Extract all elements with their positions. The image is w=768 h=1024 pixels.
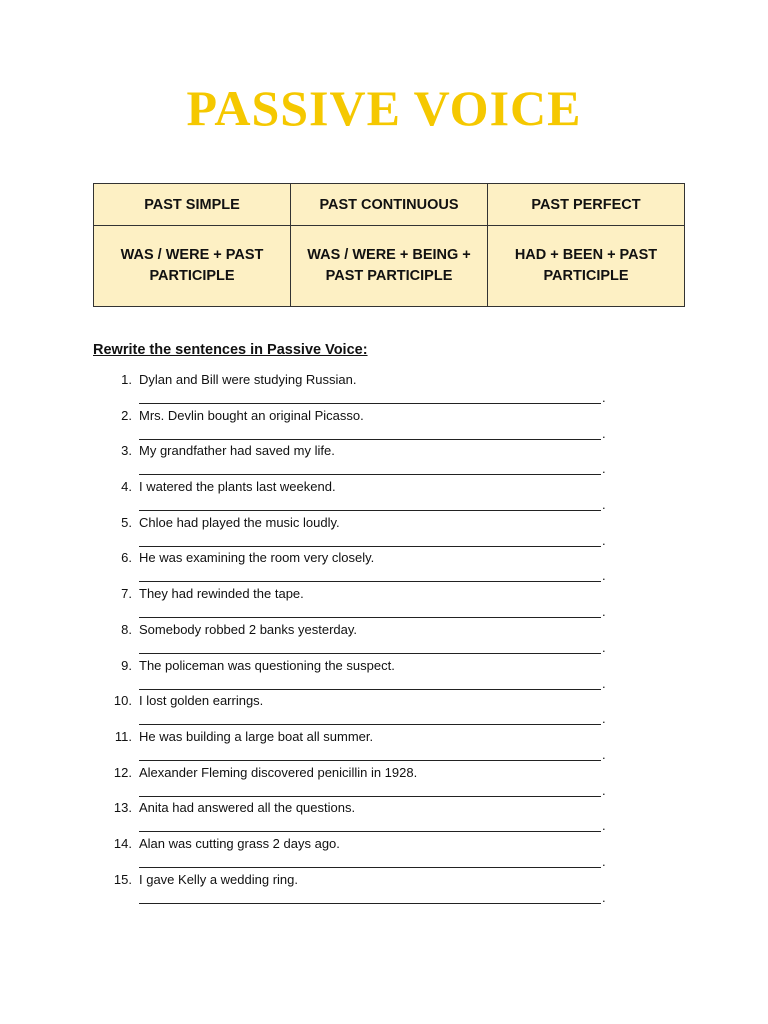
table-header-row <box>94 184 685 226</box>
exercise-sentence: Somebody robbed 2 banks yesterday. <box>139 621 358 637</box>
exercise-item <box>0 406 768 442</box>
answer-line[interactable] <box>139 724 601 725</box>
exercise-sentence: Anita had answered all the questions. <box>139 800 356 816</box>
answer-line-end: . <box>602 889 606 905</box>
rule-past-simple <box>94 226 291 307</box>
page-title: PASSIVE VOICE <box>186 80 582 136</box>
answer-line[interactable] <box>139 653 601 654</box>
answer-line[interactable] <box>139 903 601 904</box>
exercise-item <box>0 370 768 406</box>
exercise-item <box>0 513 768 549</box>
exercise-number: 7. <box>121 586 132 602</box>
answer-line[interactable] <box>139 617 601 618</box>
exercise-item <box>0 834 768 870</box>
rule-line: PARTICIPLE <box>543 268 629 284</box>
header-past-continuous: PAST CONTINUOUS <box>291 184 488 226</box>
exercise-number: 5. <box>121 514 132 530</box>
exercise-item <box>0 477 768 513</box>
answer-line-end: . <box>602 818 606 834</box>
exercise-sentence: They had rewinded the tape. <box>139 586 304 602</box>
answer-line-end: . <box>602 675 606 691</box>
exercise-sentence: Mrs. Devlin bought an original Picasso. <box>139 407 364 423</box>
exercise-sentence: I watered the plants last weekend. <box>139 479 336 495</box>
rule-past-perfect <box>488 226 685 307</box>
exercise-number: 3. <box>121 443 132 459</box>
rule-past-continuous <box>291 226 488 307</box>
answer-line-end: . <box>602 425 606 441</box>
exercise-number: 6. <box>121 550 132 566</box>
exercise-item <box>0 763 768 799</box>
answer-line[interactable] <box>139 760 601 761</box>
rule-line: WAS / WERE + PAST <box>120 247 264 263</box>
exercise-number: 11. <box>114 728 132 744</box>
answer-line-end: . <box>602 711 606 727</box>
header-past-simple: PAST SIMPLE <box>94 184 291 226</box>
exercise-number: 12. <box>113 764 132 780</box>
exercise-item <box>0 620 768 656</box>
answer-line[interactable] <box>139 831 601 832</box>
exercise-sentence: I gave Kelly a wedding ring. <box>139 871 298 887</box>
exercise-number: 8. <box>121 621 132 637</box>
answer-line[interactable] <box>139 581 601 582</box>
exercise-item <box>0 798 768 834</box>
exercise-number: 10. <box>113 693 132 709</box>
exercise-sentence: Alan was cutting grass 2 days ago. <box>139 835 340 851</box>
answer-line-end: . <box>602 746 606 762</box>
exercise-number: 14. <box>113 835 132 851</box>
answer-line-end: . <box>602 532 606 548</box>
exercise-item <box>0 691 768 727</box>
exercise-sentence: Chloe had played the music loudly. <box>139 514 340 530</box>
answer-line[interactable] <box>139 474 601 475</box>
exercise-number: 13. <box>113 800 132 816</box>
rule-line: HAD + BEEN + PAST <box>514 247 658 263</box>
exercise-sentence: I lost golden earrings. <box>139 693 264 709</box>
exercise-sentence: He was examining the room very closely. <box>139 550 375 566</box>
answer-line-end: . <box>602 782 606 798</box>
exercise-number: 4. <box>121 479 132 495</box>
answer-line[interactable] <box>139 510 601 511</box>
answer-line[interactable] <box>139 689 601 690</box>
rule-line: WAS / WERE + BEING + <box>307 247 471 263</box>
exercise-item <box>0 656 768 692</box>
exercise-number: 2. <box>121 407 132 423</box>
answer-line-end: . <box>602 853 606 869</box>
exercise-list <box>0 370 768 905</box>
answer-line-end: . <box>602 461 606 477</box>
rule-line: PAST PARTICIPLE <box>325 268 453 284</box>
exercise-item <box>0 727 768 763</box>
exercise-item <box>0 548 768 584</box>
exercise-sentence: Alexander Fleming discovered penicillin in 1928. <box>139 764 418 780</box>
answer-line[interactable] <box>139 796 601 797</box>
answer-line[interactable] <box>139 403 601 404</box>
exercise-sentence: My grandfather had saved my life. <box>139 443 335 459</box>
exercise-item <box>0 870 768 906</box>
exercise-number: 9. <box>121 657 132 673</box>
answer-line-end: . <box>602 390 606 405</box>
answer-line[interactable] <box>139 439 601 440</box>
answer-line[interactable] <box>139 546 601 547</box>
instructions-heading: Rewrite the sentences in Passive Voice: <box>93 342 368 358</box>
answer-line-end: . <box>602 604 606 620</box>
exercise-number: 1. <box>121 372 132 387</box>
exercise-item <box>0 584 768 620</box>
exercise-sentence: Dylan and Bill were studying Russian. <box>139 372 357 387</box>
answer-line-end: . <box>602 639 606 655</box>
answer-line[interactable] <box>139 867 601 868</box>
header-past-perfect: PAST PERFECT <box>488 184 685 226</box>
answer-line-end: . <box>602 497 606 513</box>
exercise-sentence: The policeman was questioning the suspect. <box>139 657 395 673</box>
table-rule-row <box>94 226 685 307</box>
passive-rules-table <box>93 183 685 307</box>
exercise-number: 15. <box>113 871 132 887</box>
exercise-item <box>0 441 768 477</box>
exercise-sentence: He was building a large boat all summer. <box>139 728 374 744</box>
answer-line-end: . <box>602 568 606 584</box>
rule-line: PARTICIPLE <box>149 268 235 284</box>
